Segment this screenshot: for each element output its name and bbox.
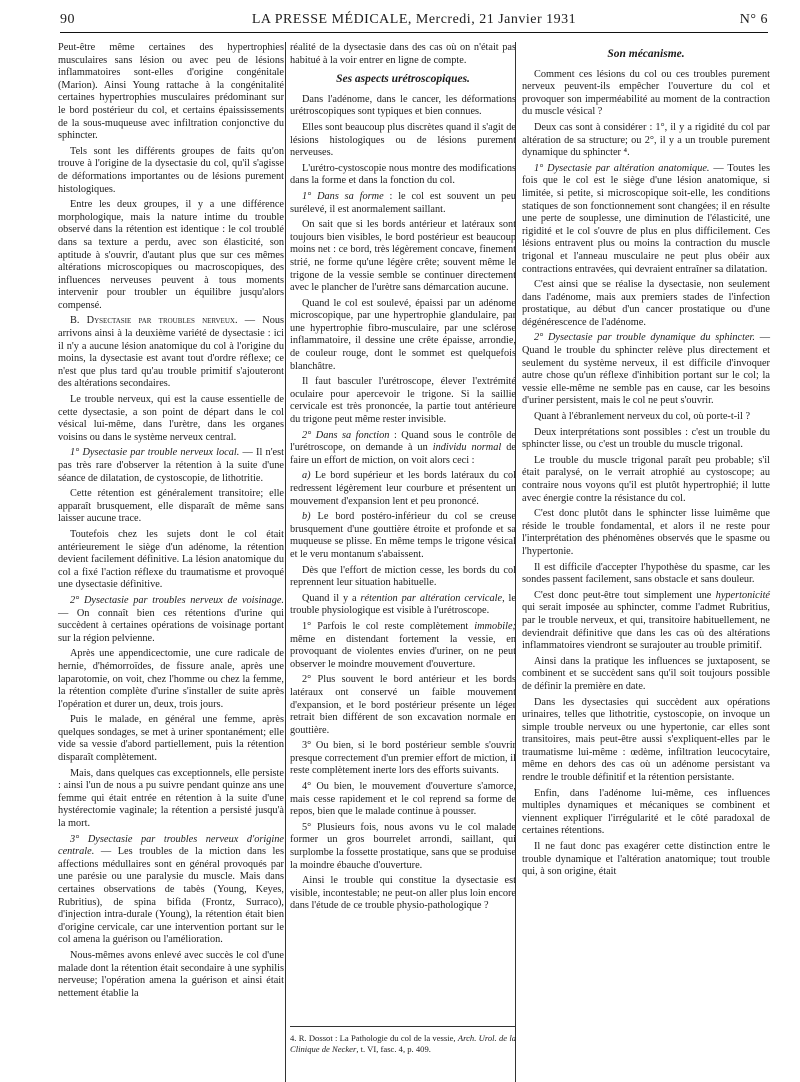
paragraph: 4° Ou bien, le mouvement d'ouverture s'amorce, mais cesse rapidement et le col reprend sa forme de repos, bien que le malade continue à pousser. bbox=[290, 781, 516, 818]
paragraph bbox=[290, 621, 516, 671]
section-lead: 1° Dysectasie par trouble nerveux local. bbox=[70, 447, 240, 459]
section-heading: Ses aspects urétroscopiques. bbox=[336, 73, 470, 86]
emphasis: individu normal bbox=[432, 442, 502, 454]
running-title: LA PRESSE MÉDICALE, Mercredi, 21 Janvier 1931 bbox=[251, 12, 577, 27]
footnote-source: Arch. Urol. de la Clinique de Necker bbox=[290, 1033, 516, 1054]
paragraph-text: : le col est souvent un peu surélevé, il est anormalement saillant. bbox=[290, 190, 516, 215]
paragraph-text: — Il n'est pas très rare d'observer la rétention à la suite d'une séance de dilatation, de cystoscopie, de lithotritie. bbox=[58, 447, 284, 484]
column-1 bbox=[58, 42, 284, 1003]
paragraph-text: — Les troubles de la miction dans les affections médullaires sont en général provoqués par une parésie ou une paralysie du muscle. Mais dans certaines observations de tabès (Young, Keyes, Rubritius), de spina bifida (Frontz, Surraco), d'injection intra-durale (Young), la rétention était bien d'origine cervicale, car une intervention portant sur le col amena la guérison ou l'amélioration. bbox=[58, 846, 284, 946]
column-rule bbox=[285, 42, 286, 1082]
paragraph-text: Le bord supérieur et les bords latéraux du col redressent légèrement leur courbure et présentent un mouvement d'expansion lent et peu prononcé. bbox=[290, 470, 516, 507]
footnote bbox=[290, 1026, 516, 1054]
paragraph-text: Quand il y a bbox=[302, 592, 361, 604]
paragraph: C'est donc plutôt dans le sphincter lisse luimême que réside le trouble fondamental, et alors il ne reste pour l'interprétation des phénomènes observés que le spasme ou l'hypertonie. bbox=[522, 508, 770, 557]
paragraph: Toutefois chez les sujets dont le col était antérieurement le siège d'un adénome, la rétention devient facilement définitive. La lésion anatomique du col a fixé l'action réflexe du traumatisme et provoqué une dysectasie définitive. bbox=[58, 528, 284, 591]
paragraph: Le trouble nerveux, qui est la cause essentielle de cette dysectasie, a son point de départ dans le col vésical lui-même, dans l'urètre, dans les organes voisins ou dans le système nerveux central. bbox=[58, 394, 284, 443]
paragraph: Tels sont les différents groupes de faits qu'on trouve à l'origine de la dysectasie du col, qu'il s'agisse de déformations importantes ou de lésions purement histologiques. bbox=[58, 145, 284, 195]
paragraph bbox=[290, 191, 516, 216]
paragraph: Entre les deux groupes, il y a une différence morphologique, mais la nature intime du trouble observé dans la rétention est identique : le col troublé dans sa texture a perdu, avec son élasticité, son aptitude à s'ouvrir, d'autant plus que sur ces mêmes altérations microscopiques ou macroscopiques, des influences nerveuses peuvent à tous moments intervenir pour troubler un équilibre jusqu'alors compensé. bbox=[58, 199, 284, 311]
paragraph bbox=[58, 834, 284, 947]
paragraph-text: C'est donc peut-être tout simplement une bbox=[534, 589, 716, 601]
paragraph: Peut-être même certaines des hypertrophies musculaires sans lésion ou avec peu de lésions inflammatoires sont-elles d'origine congénitale (Marion). Ainsi Young rattache à la congénitalité certaines hypertrophies musculaires prédominant sur le bord postérieur du col, et certains épaississements de la sous-muqueuse avec infiltration conjonctive du sphincter. bbox=[58, 42, 284, 142]
section-lead: 2° Dysectasie par trouble dynamique du sphincter. bbox=[534, 332, 755, 344]
section-lead: 1° Dans sa forme bbox=[302, 190, 384, 202]
paragraph: Comment ces lésions du col ou ces troubles purement nerveux peuvent-ils empêcher l'ouverture du col et provoquer son imperméabilité au moment de la contraction du muscle vésical ? bbox=[522, 68, 770, 118]
paragraph: Quant à l'ébranlement nerveux du col, où porte-t-il ? bbox=[534, 411, 751, 423]
paragraph: 3° Ou bien, si le bord postérieur semble s'ouvrir presque correctement d'un premier effort de miction, il reste complètement inerte lors des efforts suivants. bbox=[290, 740, 516, 777]
paragraph: réalité de la dysectasie dans des cas où on n'était pas habitué à la voir entrer en ligne de compte. bbox=[290, 42, 516, 66]
footnote-text: 4. R. Dossot : La Pathologie du col de la vessie, bbox=[290, 1033, 458, 1043]
section-lead: B. Dysectasie par troubles nerveux. bbox=[70, 315, 238, 327]
paragraph-text: même en distendant fortement la vessie, en provoquant de violentes envies d'uriner, on ne peut observer le moindre mouvement d'ouverture. bbox=[290, 633, 516, 670]
paragraph: 5° Plusieurs fois, nous avons vu le col malade former un gros bourrelet arrondi, saillant, qui surplombe la fossette prostatique, sans que se produise la moindre ébauche d'ouverture. bbox=[290, 821, 516, 871]
paragraph: Mais, dans quelques cas exceptionnels, elle persiste : ainsi l'un de nous a pu suivre pendant quinze ans une femme qui était entrée en rétention à la suite d'une hystérectomie vaginale; la rétention a persisté jusqu'à la mort. bbox=[58, 767, 284, 830]
paragraph: Cette rétention est généralement transitoire; elle apparaît brusquement, elle disparaît de même sans laisser aucune trace. bbox=[58, 488, 284, 525]
emphasis: hypertonicité bbox=[715, 589, 770, 601]
emphasis: rétention par altération cervicale bbox=[360, 592, 503, 604]
issue-number: N° 6 bbox=[739, 12, 768, 27]
column-3 bbox=[522, 42, 770, 882]
paragraph bbox=[58, 447, 284, 485]
section-lead: 3° Dysectasie par troubles nerveux d'origine centrale. bbox=[58, 833, 284, 858]
paragraph-text: Le bord postéro-inférieur du col se creuse brusquement d'une gouttière étroite et profonde et sa muqueuse se plisse. En même temps le trigone vésical et le veru montanum s'abaissent. bbox=[290, 511, 516, 560]
paragraph bbox=[290, 470, 516, 508]
paragraph: C'est ainsi que se réalise la dysectasie, non seulement dans l'adénome, mais aux premiers stades de l'infection prostatique, au début d'un cancer prostatique ou d'une dégénérescence de l'adénome. bbox=[522, 279, 770, 328]
section-lead: 1° Dysectasie par altération anatomique. bbox=[534, 162, 710, 174]
item-marker: a) bbox=[302, 470, 311, 482]
paragraph: Il faut basculer l'urétroscope, élever l'extrémité oculaire pour apercevoir le trigone. Si la saillie cervicale est très prononcée, la partie tout antérieure du trigone peut même rester invisible. bbox=[290, 376, 516, 426]
paragraph: Après une appendicectomie, une cure radicale de hernie, d'hémorroïdes, de fissure anale, après une laparotomie, on voit, chez l'homme ou chez la femme, la rétention complète d'urine s'installer de suite après l'opération et durer un, deux, trois jours. bbox=[58, 648, 284, 710]
paragraph bbox=[58, 315, 284, 391]
section-lead: 2° Dysectasie par troubles nerveux de voisinage. bbox=[70, 594, 284, 606]
paragraph: Deux cas sont à considérer : 1°, il y a rigidité du col par altération de sa structure; ou 2°, il y a un trouble purement dynamique du sphincter ⁴. bbox=[522, 121, 770, 159]
footnote-text: , t. VI, fasc. 4, p. 409. bbox=[356, 1043, 431, 1054]
paragraph: Puis le malade, en général une femme, après quelques sondages, se met à uriner spontanément; elle vide sa vessie d'abord partiellement, puis la rétention disparaît complètement. bbox=[58, 714, 284, 764]
paragraph-text: qui serait imposée au sphincter, comme l'admet Rubritius, par le trouble nerveux, et qui, transitoire habituellement, ne deviendrait définitive que dans les cas où des altérations inflammatoires viendront se surajouter au trouble primitif. bbox=[522, 602, 770, 652]
paragraph: Ainsi dans la pratique les influences se juxtaposent, se combinent et se succèdent sans qu'il soit toujours possible de définir la première en date. bbox=[522, 655, 770, 692]
paragraph: 2° Plus souvent le bord antérieur et les bords latéraux ont conservé un faible mouvement d'expansion, et le bord postérieur présente un léger retrait bien différent de son excavation normale en gouttière. bbox=[290, 674, 516, 736]
paragraph-text: — Nous arrivons ainsi à la deuxième variété de dysectasie : ici il n'y a aucune lésion anatomique du col à l'origine du moins, la dysectasie est avant tout d'ordre réflexe; ce n'est que plus tard qu'au trouble primitif s'ajouteront des altérations secondaires. bbox=[58, 315, 285, 390]
paragraph: Elles sont beaucoup plus discrètes quand il s'agit de lésions histologiques ou de lésions purement nerveuses. bbox=[290, 121, 516, 159]
paragraph: Enfin, dans l'adénome lui-même, ces influences multiples dynamiques et mécaniques se combinent et viennent expliquer l'irrégularité et le côté paradoxal de certaines rétentions. bbox=[522, 787, 770, 837]
paragraph: Il ne faut donc pas exagérer cette distinction entre le trouble dynamique et l'altération anatomique; tout trouble qui, à son origine, était bbox=[522, 841, 770, 878]
emphasis: immobile; bbox=[474, 620, 516, 632]
paragraph-text: — Quand le trouble du sphincter relève plus directement et seulement du système nerveux, il est difficile d'invoquer autre chose qu'un réflexe d'inhibition portant sur le col; la vessie elle-même ne semble pas en cause, car les besoins d'uriner persistent, mais le col ne peut s'ouvrir. bbox=[522, 332, 771, 407]
paragraph: Il est difficile d'accepter l'hypothèse du spasme, car les sondes passent facilement, sans obstacle et sans douleur. bbox=[522, 561, 770, 586]
paragraph: Dans les dysectasies qui succèdent aux opérations urinaires, telles que lithotritie, cystoscopie, on invoque un simple trouble nerveux ou une hypertonie, car elles sont transitoires, mais peut-être aussi s'expliquent-elles par le traumatisme lui-même : œdème, infiltration leucocytaire, même en dehors des cas où un adénome persistant va rendre le trouble définitif et la rétention persistante. bbox=[522, 696, 770, 784]
paragraph: L'urétro-cystoscopie nous montre des modifications dans la forme et dans la fonction du col. bbox=[290, 162, 516, 187]
paragraph-text: 1° Parfois le col reste complètement bbox=[302, 620, 475, 632]
paragraph: Quand le col est soulevé, épaissi par un adénome microscopique, par une hypertrophie glandulaire, par une hypertrophie fibro-musculaire, par une sclérose inflammatoire, il dessine une crête épaisse, arrondie, de couleur rouge, dont le sommet est quelquefois blanchâtre. bbox=[290, 297, 516, 372]
paragraph: Le trouble du muscle trigonal paraît peu probable; s'il était paralysé, on le verrait atrophié au cystoscope; au contraire nous voyons qu'il est plutôt hypertrophié; il lutte avec énergie contre la résistance du col. bbox=[522, 454, 770, 504]
paragraph bbox=[290, 593, 516, 618]
paragraph bbox=[290, 430, 516, 468]
paragraph bbox=[522, 332, 770, 408]
paragraph-text: — On connaît bien ces rétentions d'urine qui succèdent à certaines opérations de voisinage portant sur la région pelvienne. bbox=[58, 607, 284, 644]
paragraph: On sait que si les bords antérieur et latéraux sont toujours bien visibles, le bord postérieur est beaucoup moins net : ce bord, très légèrement concave, finement strié, ne forme qu'une légère crête; souvent même le trigone de la vessie semble se continuer directement avec le plancher de l'urètre sans démarcation aucune. bbox=[290, 219, 516, 294]
paragraph-text: de faire un effort de miction, on voit alors ceci : bbox=[290, 442, 516, 466]
paragraph: Dans l'adénome, dans le cancer, les déformations urétroscopiques sont typiques et bien connues. bbox=[290, 93, 516, 118]
page-number: 90 bbox=[60, 12, 75, 27]
paragraph-text: — Toutes les fois que le col est le siège d'une lésion anatomique, si limitée, si petite, si microscopique soit-elle, les conditions statiques de son fonctionnement sont changées; il en résulte une perte de souplesse, une diminution de l'élasticité, une rigidité et le col s'ouvre de plus en plus difficilement. Ces lésions entravent plus ou moins la contraction du muscle trigonal et l'anneau musculaire ne peut plus obéir aux contractions entravées, qui devraient entraîner sa dilatation. bbox=[522, 162, 770, 275]
page-header bbox=[60, 8, 768, 33]
paragraph-text: : Quand sous le contrôle de l'urétroscope, on demande à un bbox=[290, 429, 516, 454]
paragraph bbox=[58, 595, 284, 645]
section-lead: 2° Dans sa fonction bbox=[302, 429, 390, 441]
paragraph: Nous-mêmes avons enlevé avec succès le col d'une malade dont la rétention était secondaire à une syphilis nerveuse; l'opération amena la guérison et ainsi était nettement établie la bbox=[58, 949, 284, 999]
section-heading: Son mécanisme. bbox=[607, 48, 685, 60]
paragraph: Ainsi le trouble qui constitue la dysectasie est visible, incontestable; ne peut-on aller plus loin encore dans l'étude de ce trouble physio-pathologique ? bbox=[290, 875, 516, 912]
paragraph-text: , le trouble physiologique est visible à l'urétroscope. bbox=[290, 592, 516, 617]
paragraph: Deux interprétations sont possibles : c'est un trouble du sphincter lisse, ou c'est un trouble du muscle trigonal. bbox=[522, 426, 770, 451]
paragraph: Dès que l'effort de miction cesse, les bords du col reprennent leur situation habituelle. bbox=[290, 564, 516, 589]
paragraph bbox=[290, 511, 516, 561]
paragraph bbox=[522, 590, 770, 653]
column-2 bbox=[290, 42, 516, 916]
paragraph bbox=[522, 163, 770, 276]
item-marker: b) bbox=[302, 511, 311, 523]
